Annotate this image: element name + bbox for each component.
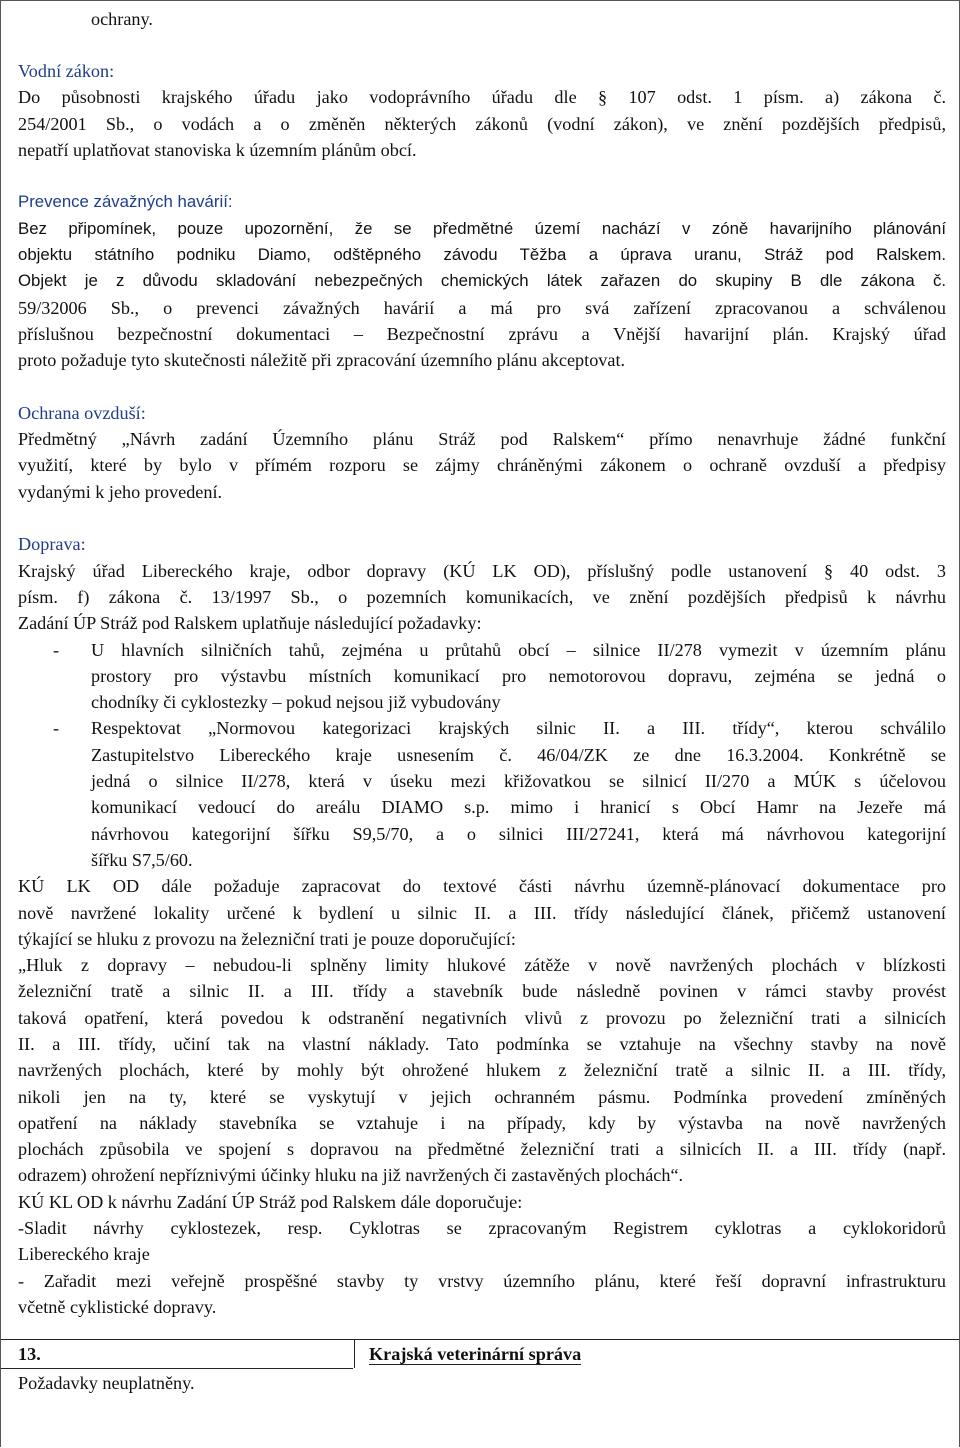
transport-section: [18, 531, 946, 1320]
bullet-line: šířku S7,5/60.: [91, 849, 193, 870]
paragraph-line: 254/2001 Sb., o vodách a o změněn některých zákonů (vodní zákon), ve znění pozdějších předpisů,: [18, 113, 946, 134]
quote-line: nikoli jen na ty, které se vyskytují v jejich ochranném pásmu. Podmínka provedení zmíněných: [18, 1086, 946, 1107]
quote-line: navržených plochách, které by mohly být ohrožené hlukem z železniční tratě a silnic II. a III. třídy,: [18, 1060, 946, 1081]
quote-line: odrazem) ohrožení nepříznivými účinky hluku na již navržených či zastavěných plochách“.: [18, 1165, 684, 1186]
bullet-line: U hlavních silničních tahů, zejména u průtahů obcí – silnice II/278 vymezit v územním plánu: [91, 639, 946, 660]
bullet-line: Respektovat „Normovou kategorizaci krajských silnic II. a III. třídy“, kterou schválilo: [91, 718, 946, 739]
bullet-line: Zastupitelstvo Libereckého kraje usnesením č. 46/04/ZK ze dne 16.3.2004. Konkrétně se: [91, 744, 946, 765]
section-title-cell: [355, 1340, 581, 1368]
bullet-dash: -: [53, 718, 60, 739]
quote-line: opatření na náklady stavebníka se vztahuje i na případy, kdy by výstavba na nově navržených: [18, 1112, 946, 1133]
paragraph-line: Bez připomínek, pouze upozornění, že se předmětné území nachází v zóně havarijního plánování: [18, 218, 946, 238]
paragraph-line: 59/32006 Sb., o prevenci závažných havárií a má pro svá zařízení zpracovanou a schválenou: [18, 297, 946, 318]
paragraph-line: využití, které by bylo v přímém rozporu se zájmy chráněnými zákonem o ochraně ovzduší a předpisy: [18, 455, 946, 476]
recommend-line: -Sladit návrhy cyklostezek, resp. Cyklotras se zpracovaným Registrem cyklotras a cyklokoridorů: [18, 1218, 946, 1239]
paragraph-line: Do působnosti krajského úřadu jako vodoprávního úřadu dle § 107 odst. 1 písm. a) zákona č.: [18, 87, 946, 108]
paragraph-line: vydanými k jeho provedení.: [18, 481, 223, 502]
paragraph-line: písm. f) zákona č. 13/1997 Sb., o pozemních komunikacích, ve znění pozdějších předpisů k návrhu: [18, 586, 946, 607]
quote-line: železniční tratě a silnic II. a III. třídy a stavebník bude následně povinen v rámci stavby provést: [18, 981, 946, 1002]
prevention-section: [18, 189, 946, 373]
paragraph-line: Krajský úřad Libereckého kraje, odbor dopravy (KÚ LK OD), příslušný podle ustanovení § 40 odst. 3: [18, 560, 946, 581]
bullet-line: prostory pro výstavbu místních komunikací pro nemotorovou dopravu, zejména se jedná o: [91, 665, 946, 686]
paragraph-line: Zadání ÚP Stráž pod Ralskem uplatňuje následující požadavky:: [18, 613, 482, 634]
recommend-heading: KÚ KL OD k návrhu Zadání ÚP Stráž pod Ralskem dále doporučuje:: [18, 1191, 523, 1212]
water-heading: Vodní zákon:: [18, 61, 115, 81]
paragraph-line: objektu státního podniku Diamo, odštěpného závodu Těžba a úprava uranu, Stráž pod Ralskem.: [18, 245, 946, 265]
footer-note: Požadavky neuplatněny.: [18, 1373, 195, 1393]
air-heading: Ochrana ovzduší:: [18, 402, 146, 423]
quote-line: taková opatření, která povedou k odstranění negativních vlivů z provozu po železniční trati a silnicích: [18, 1007, 946, 1028]
prevention-heading: Prevence závažných havárií:: [18, 192, 233, 212]
bullet-dash: -: [53, 639, 60, 660]
document-body: [18, 58, 946, 1320]
paragraph-line: KÚ LK OD dále požaduje zapracovat do textové části návrhu územně-plánovací dokumentace pro: [18, 876, 946, 897]
section-number: 13.: [1, 1340, 355, 1368]
requirement-bullet: [18, 715, 946, 873]
bullet-line: komunikací vedoucí do areálu DIAMO s.p. mimo i hranicí s Obcí Hamr na Jezeře má: [91, 797, 946, 818]
paragraph-line: Objekt je z důvodu skladování nebezpečných chemických látek zařazen do skupiny B dle zákona č.: [18, 271, 946, 291]
recommend-line: - Zařadit mezi veřejně prospěšné stavby ty vrstvy územního plánu, které řeší dopravní infrastrukturu: [18, 1270, 946, 1291]
footer-table-row: [1, 1340, 959, 1368]
continuation-text: ochrany.: [91, 9, 153, 29]
bullet-line: návrhovou kategorijní šířku S9,5/70, a o silnici III/27241, která má návrhovou kategorijní: [91, 823, 946, 844]
air-section: [18, 400, 946, 505]
paragraph-line: nepatří uplatňovat stanoviska k územním plánům obcí.: [18, 139, 417, 160]
quote-line: plochách způsobila ve spojení s dopravou na předmětné železniční trati a silnicích II. a III. třídy (např.: [18, 1139, 946, 1160]
recommend-line: Libereckého kraje: [18, 1244, 150, 1265]
transport-heading: Doprava:: [18, 534, 86, 555]
quote-line: „Hluk z dopravy – nebudou-li splněny limity hlukové zátěže v nově navržených plochách v blízkosti: [18, 955, 946, 976]
paragraph-line: Předmětný „Návrh zadání Územního plánu Stráž pod Ralskem“ přímo nenavrhuje žádné funkční: [18, 429, 946, 450]
bullet-line: chodníky či cyklostezky – pokud nejsou již vybudovány: [91, 692, 501, 713]
quote-line: II. a III. třídy, učiní tak na vlastní náklady. Tato podmínka se vztahuje na všechny stavby na nově: [18, 1033, 946, 1054]
section-title: Krajská veterinární správa: [369, 1344, 582, 1364]
water-section: [18, 58, 946, 163]
paragraph-line: týkající se hluku z provozu na železniční trati je pouze doporučující:: [18, 928, 516, 949]
recommend-line: včetně cyklistické dopravy.: [18, 1296, 217, 1317]
requirement-bullet: [18, 637, 946, 716]
paragraph-line: proto požaduje tyto skutečnosti náležitě při zpracování územního plánu akceptovat.: [18, 350, 626, 371]
paragraph-line: příslušnou bezpečnostní dokumentaci – Bezpečnostní zprávu a Vnější havarijní plán. Krajský úřad: [18, 323, 946, 344]
bullet-line: jedná o silnice II/278, která v úseku mezi křižovatkou se silnicí II/270 a MÚK s účelovou: [91, 771, 946, 792]
footer-table: [1, 1339, 959, 1397]
paragraph-line: nově navržené lokality určené k bydlení u silnic II. a III. třídy následující článek, přičemž ustanovení: [18, 902, 946, 923]
